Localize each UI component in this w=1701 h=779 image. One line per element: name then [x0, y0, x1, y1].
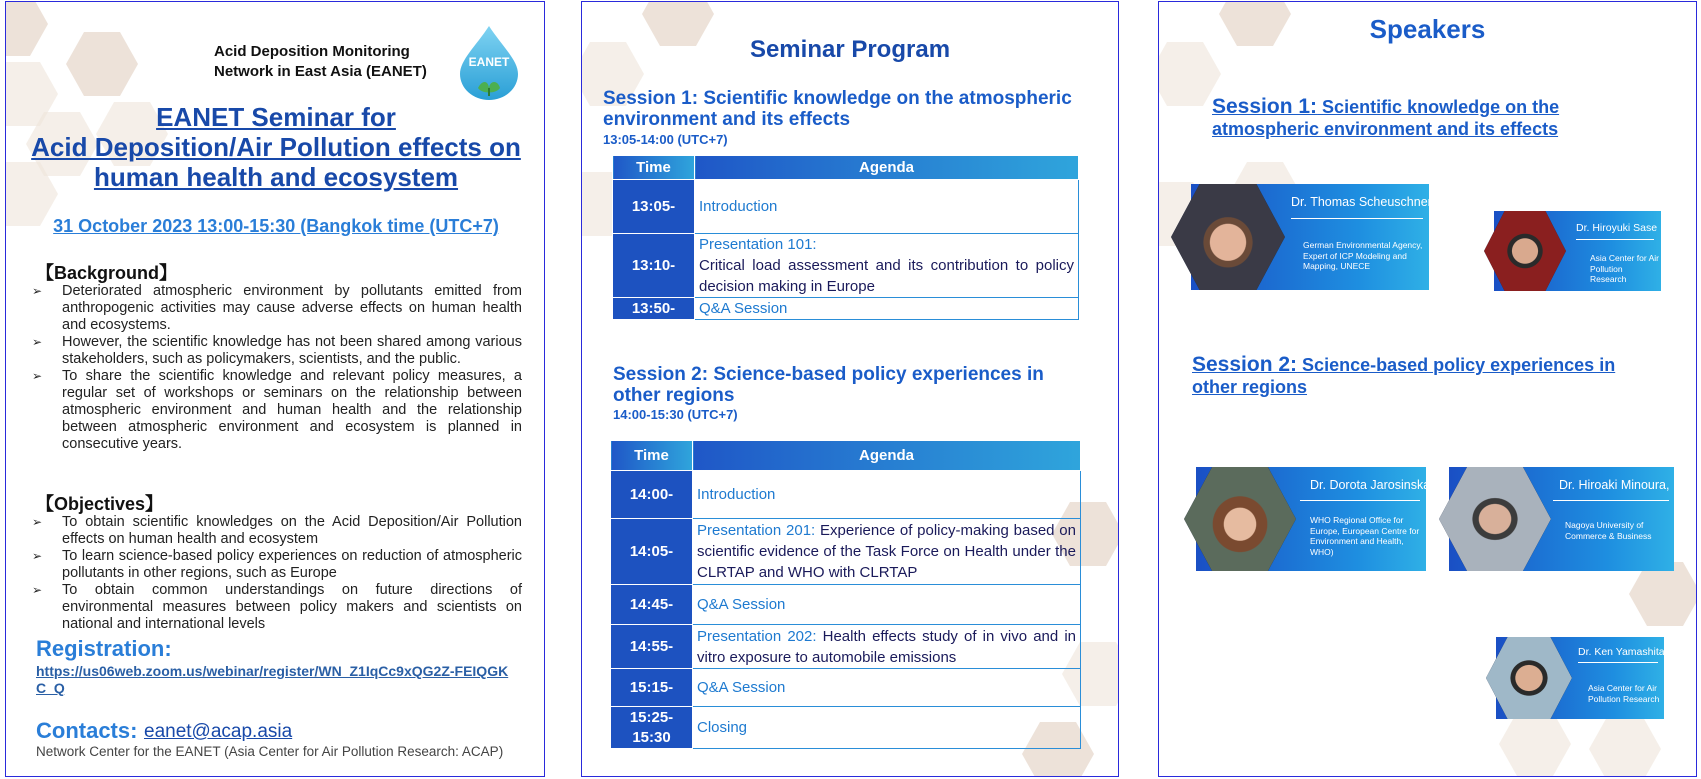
heading-line: other regions [613, 385, 735, 406]
agenda-header: Agenda [693, 441, 1081, 471]
speaker-card [1496, 637, 1668, 719]
speaker-photo [1484, 211, 1566, 291]
row-time: 13:05- [613, 180, 695, 234]
speaker-affiliation: Asia Center for Air Pollution Research [1590, 253, 1659, 284]
speaker-card [1449, 467, 1674, 571]
session1-heading [603, 88, 1072, 130]
heading-line: Session 2: Science-based policy experiences in [613, 364, 1044, 385]
contact-email-link[interactable]: eanet@acap.asia [144, 721, 293, 742]
speaker-name: Dr. Hiroaki Minoura, [1559, 478, 1670, 492]
decorative-hexagon [5, 1, 48, 56]
row-agenda: Q&A Session [693, 669, 1081, 707]
row-time: 15:25- 15:30 [611, 707, 693, 749]
network-center: Network Center for the EANET (Asia Center for Air Pollution Research: ACAP) [36, 744, 504, 759]
registration-link[interactable]: https://us06web.zoom.us/webinar/register/WN_Z1IqCc9xQG2Z-FEIQGKC_Q [36, 663, 509, 696]
row-agenda: Closing [693, 707, 1081, 749]
row-agenda: Introduction [693, 471, 1081, 519]
session1-agenda-table [612, 155, 1079, 320]
speaker-name: Dr. Thomas Scheuschner, [1291, 195, 1435, 209]
speaker-name: Dr. Ken Yamashita, [1578, 646, 1668, 658]
title-line: Acid Deposition/Air Pollution effects on [31, 132, 521, 162]
row-agenda: Introduction [695, 180, 1079, 234]
objectives-list [32, 514, 522, 633]
heading-line: environment and its effects [603, 109, 851, 130]
heading-line: Session 1: Scientific knowledge on the atmospheric [603, 88, 1072, 109]
organization-name [214, 42, 427, 82]
table-header-row [613, 156, 1079, 180]
seminar-title [14, 102, 538, 192]
table-row [611, 471, 1081, 519]
list-item: ➢ Deteriorated atmospheric environment by pollutants emitted from anthropogenic activities may cause adverse effects on human health and ecosystems. [32, 283, 522, 333]
session2-time: 14:00-15:30 (UTC+7) [613, 407, 738, 422]
session2-heading [613, 364, 1044, 406]
speakers-title: Speakers [1369, 14, 1486, 44]
divider [1576, 239, 1654, 240]
speaker-card [1191, 184, 1435, 290]
speakers-panel [1158, 1, 1697, 777]
row-agenda: Presentation 101: Critical load assessment and its contribution to policy decision making in Europe [695, 234, 1079, 298]
table-row [613, 298, 1079, 320]
list-item: ➢ However, the scientific knowledge has not been shared among various stakeholders, such as policymakers, scientists, and the public. [32, 334, 522, 367]
speaker-affiliation: WHO Regional Office for Europe, European Centre for Environment and Health, WHO) [1310, 515, 1420, 557]
speakers-session2-heading: Session 2: Science-based policy experiences in other regions [1192, 353, 1616, 397]
divider [1291, 218, 1423, 219]
speaker-affiliation: German Environmental Agency, Expert of ICP Modeling and Mapping, UNECE [1303, 240, 1423, 271]
table-row [611, 585, 1081, 625]
session2-agenda-table [610, 440, 1081, 749]
row-agenda: Presentation 201: Experience of policy-making based on scientific evidence of the Task Force on Health under the CLRTAP and WHO with CLRTAP [693, 519, 1081, 585]
row-time: 13:50- [613, 298, 695, 320]
decorative-hexagon [1499, 712, 1571, 776]
divider [1300, 500, 1420, 501]
decorative-hexagon [1629, 562, 1697, 626]
speaker-card [1196, 467, 1431, 571]
seminar-program-panel [581, 1, 1119, 777]
table-row [611, 625, 1081, 669]
time-header: Time [611, 441, 693, 471]
table-row [613, 180, 1079, 234]
row-time: 15:15- [611, 669, 693, 707]
registration-heading: Registration: [36, 636, 172, 661]
session1-time: 13:05-14:00 (UTC+7) [603, 132, 728, 147]
speaker-affiliation: Asia Center for Air Pollution Research [1588, 683, 1660, 704]
list-item: ➢ To learn science-based policy experiences on reduction of atmospheric pollutants in other regions, such as Europe [32, 548, 522, 581]
table-header-row [611, 441, 1081, 471]
speaker-name: Dr. Dorota Jarosinska [1310, 478, 1431, 492]
logo-text: EANET [468, 55, 510, 69]
speakers-session1-heading: Session 1: Scientific knowledge on the atmospheric environment and its effects [1212, 95, 1560, 139]
list-item: ➢ To obtain common understandings on future directions of environmental measures between policy makers and scientists on national and international levels [32, 582, 522, 632]
agenda-header: Agenda [695, 156, 1079, 180]
org-line: Network in East Asia (EANET) [214, 63, 427, 80]
program-title: Seminar Program [749, 36, 951, 63]
speaker-card [1494, 211, 1661, 291]
seminar-info-panel [5, 1, 545, 777]
row-time: 13:10- [613, 234, 695, 298]
row-time: 14:45- [611, 585, 693, 625]
row-agenda: Q&A Session [695, 298, 1079, 320]
table-row [611, 707, 1081, 749]
speaker-affiliation: Nagoya University of Commerce & Business [1565, 520, 1652, 541]
decorative-hexagon [66, 32, 138, 96]
divider [1578, 662, 1658, 663]
seminar-date: 31 October 2023 13:00-15:30 (Bangkok time (UTC+7) [53, 216, 499, 236]
row-agenda: Q&A Session [693, 585, 1081, 625]
row-time: 14:00- [611, 471, 693, 519]
objectives-heading: 【Objectives】 [36, 494, 164, 514]
table-row [611, 669, 1081, 707]
title-line: EANET Seminar for [156, 102, 396, 132]
decorative-hexagon [1589, 717, 1661, 777]
title-line: human health and ecosystem [93, 162, 459, 192]
list-item: ➢ To obtain scientific knowledges on the Acid Deposition/Air Pollution effects on human health and ecosystem [32, 514, 522, 547]
table-row [613, 234, 1079, 298]
org-line: Acid Deposition Monitoring [214, 43, 410, 60]
row-time: 14:05- [611, 519, 693, 585]
background-list [32, 283, 522, 453]
table-row [611, 519, 1081, 585]
row-time: 14:55- [611, 625, 693, 669]
list-item: ➢ To share the scientific knowledge and relevant policy measures, a regular set of workshops or seminars on the relationship between atmospheric environment and human health and the relationship between atmospheric environment and ecosystem is planned in consecutive years. [32, 368, 522, 452]
speaker-photo [1184, 467, 1296, 571]
speaker-name: Dr. Hiroyuki Sase [1576, 222, 1658, 234]
divider [1553, 500, 1669, 501]
speaker-photo [1486, 637, 1572, 719]
contacts-label: Contacts: [36, 718, 138, 743]
time-header: Time [613, 156, 695, 180]
background-heading: 【Background】 [36, 263, 178, 283]
row-agenda: Presentation 202: Health effects study of in vivo and in vitro exposure to automobile emissions [693, 625, 1081, 669]
speaker-photo [1439, 467, 1551, 571]
